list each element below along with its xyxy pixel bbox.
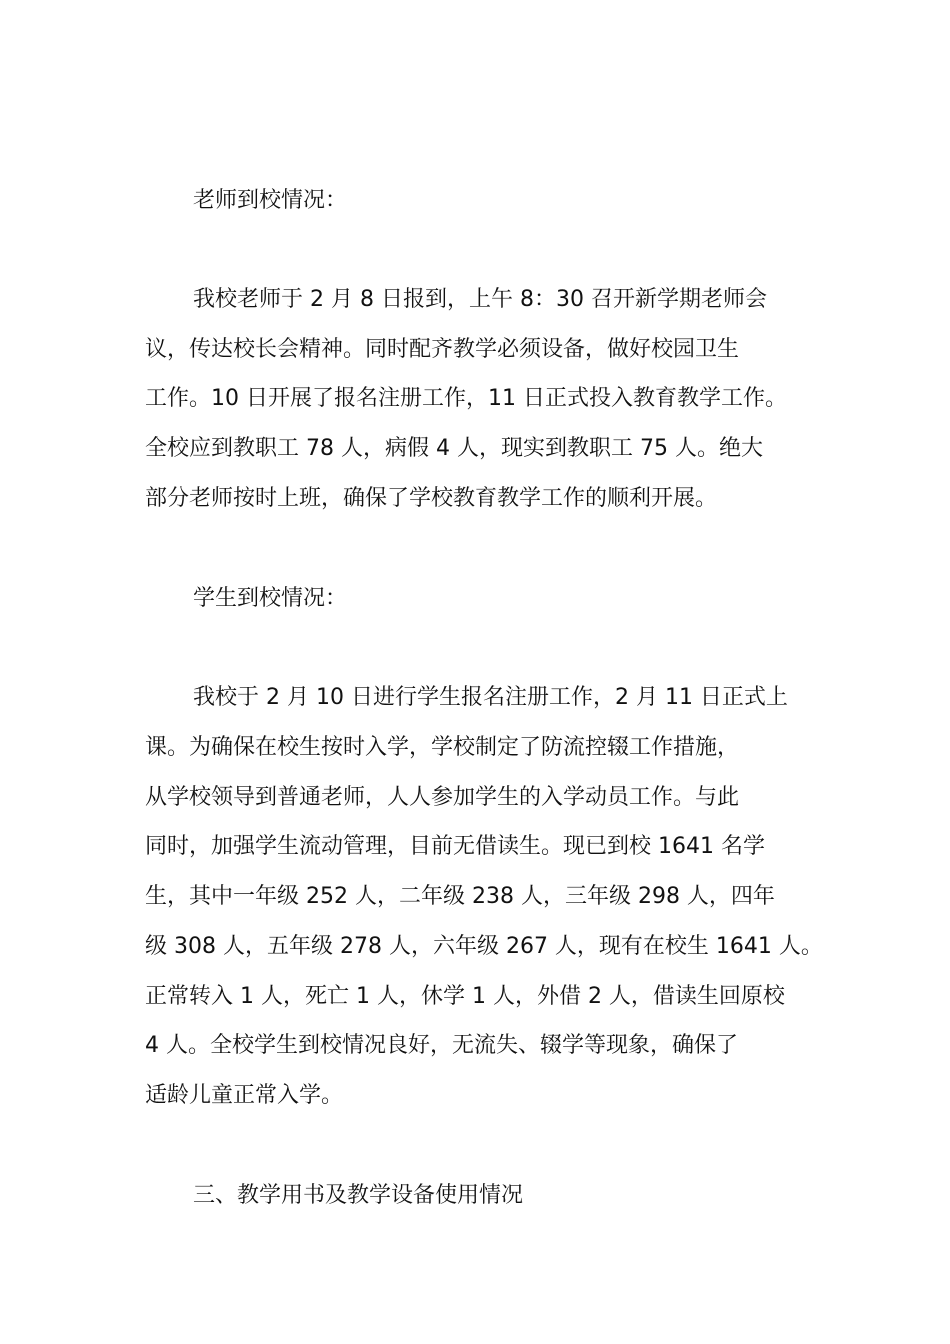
paragraph-line: 正常转入 1 人，死亡 1 人，休学 1 人，外借 2 人，借读生回原校 — [145, 984, 785, 1009]
paragraph-line: 我校老师于 2 月 8 日报到，上午 8：30 召开新学期老师会 — [193, 287, 767, 312]
paragraph-line: 从学校领导到普通老师，人人参加学生的入学动员工作。与此 — [145, 785, 740, 810]
paragraph-line: 课。为确保在校生按时入学，学校制定了防流控辍工作措施， — [145, 735, 740, 760]
paragraph-line: 我校于 2 月 10 日进行学生报名注册工作，2 月 11 日正式上 — [193, 685, 788, 710]
paragraph-line: 同时，加强学生流动管理，目前无借读生。现已到校 1641 名学 — [145, 834, 765, 859]
paragraph-line: 4 人。全校学生到校情况良好，无流失、辍学等现象，确保了 — [145, 1033, 738, 1058]
paragraph-line: 部分老师按时上班，确保了学校教育教学工作的顺利开展。 — [145, 486, 718, 511]
paragraph-line: 工作。10 日开展了报名注册工作，11 日正式投入教育教学工作。 — [145, 386, 787, 411]
section-heading-teaching-materials: 三、教学用书及教学设备使用情况 — [193, 1183, 524, 1208]
paragraph-line: 议，传达校长会精神。同时配齐教学必须设备，做好校园卫生 — [145, 337, 740, 362]
section-heading-student-arrival: 学生到校情况： — [193, 586, 348, 611]
section-heading-teacher-arrival: 老师到校情况： — [193, 188, 348, 213]
paragraph-line: 级 308 人，五年级 278 人，六年级 267 人，现有在校生 1641 人。 — [145, 934, 823, 959]
paragraph-line: 全校应到教职工 78 人，病假 4 人，现实到教职工 75 人。绝大 — [145, 436, 763, 461]
paragraph-line: 适龄儿童正常入学。 — [145, 1083, 344, 1108]
paragraph-line: 生，其中一年级 252 人，二年级 238 人，三年级 298 人，四年 — [145, 884, 775, 909]
